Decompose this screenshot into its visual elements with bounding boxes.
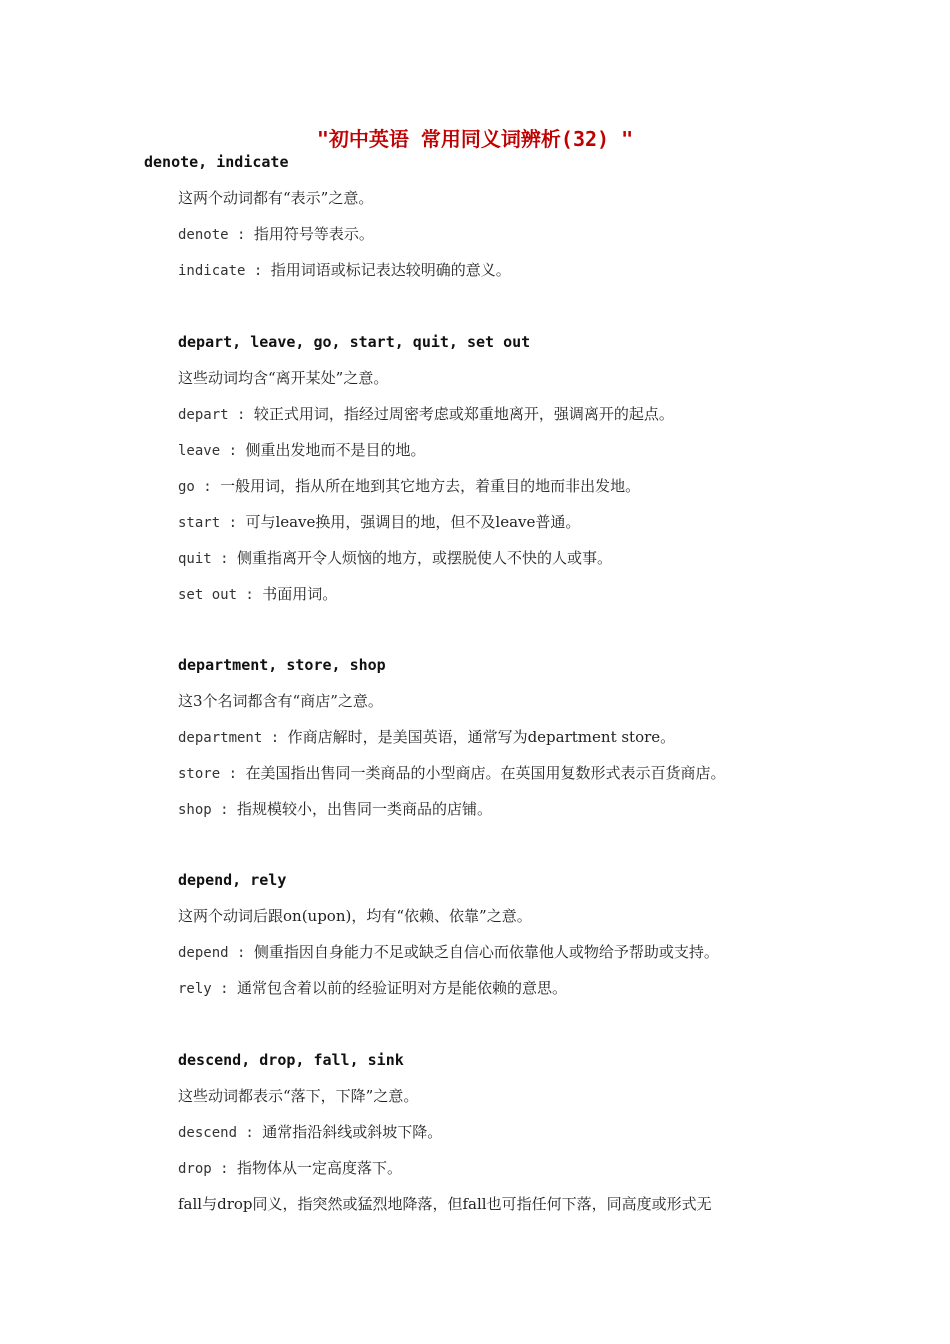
term-label: depend : [178, 945, 254, 961]
term-label: drop : [178, 1161, 238, 1177]
definition-line [178, 224, 374, 245]
term-definition: 一般用词，指从所在地到其它地方去，着重目的地而非出发地。 [220, 477, 641, 495]
term-label: quit : [178, 551, 238, 567]
term-definition: 通常指沿斜线或斜坡下降。 [262, 1123, 443, 1141]
term-label: start : [178, 515, 246, 531]
term-definition: 作商店解时，是美国英语，通常写为department store。 [287, 728, 676, 746]
definition-line [178, 727, 675, 748]
definition-line [178, 584, 337, 605]
term-label: indicate : [178, 263, 271, 279]
definition-line [178, 978, 567, 999]
term-definition: 可与leave换用，强调目的地，但不及leave普通。 [245, 513, 581, 531]
term-label: descend : [178, 1125, 263, 1141]
term-definition: 指用词语或标记表达较明确的意义。 [270, 261, 511, 279]
term-definition: 在美国指出售同一类商品的小型商店。在英国用复数形式表示百货商店。 [245, 764, 726, 782]
term-label: leave : [178, 443, 246, 459]
definition-line [178, 476, 640, 497]
definition-line [178, 1158, 402, 1179]
definition-line [178, 942, 719, 963]
term-definition: 指规模较小，出售同一类商品的店铺。 [237, 800, 493, 818]
section-intro: 这两个动词都有“表示”之意。 [178, 189, 374, 207]
section-heading: depend, rely [178, 871, 287, 889]
term-definition: 侧重出发地而不是目的地。 [245, 441, 426, 459]
definition-line [178, 799, 492, 820]
term-label: denote : [178, 227, 254, 243]
definition-line [178, 1122, 442, 1143]
section-heading: department, store, shop [178, 656, 386, 674]
term-definition: 指物体从一定高度落下。 [237, 1159, 403, 1177]
section-intro: 这两个动词后跟on(upon)，均有“依赖、依靠”之意。 [178, 907, 532, 925]
term-definition: 指用符号等表示。 [253, 225, 374, 243]
term-label: depart : [178, 407, 254, 423]
term-definition: 书面用词。 [262, 585, 338, 603]
definition-line [178, 548, 612, 569]
page-title: "初中英语 常用同义词辨析(32) " [316, 127, 634, 151]
definition-line [178, 260, 511, 281]
section-intro: 这3个名词都含有“商店”之意。 [178, 692, 383, 710]
term-definition: 侧重指离开令人烦恼的地方，或摆脱使人不快的人或事。 [237, 549, 613, 567]
definition-line [178, 763, 725, 784]
term-label: department : [178, 730, 288, 746]
term-label: go : [178, 479, 221, 495]
section-intro: 这些动词均含“离开某处”之意。 [178, 369, 389, 387]
term-definition: 通常包含着以前的经验证明对方是能依赖的意思。 [237, 979, 568, 997]
term-label: rely : [178, 981, 238, 997]
section-intro: 这些动词都表示“落下，下降”之意。 [178, 1087, 419, 1105]
definition-line: fall与drop同义，指突然或猛烈地降落，但fall也可指任何下落，同高度或形式无 [178, 1195, 712, 1213]
term-label: store : [178, 766, 246, 782]
term-label: set out : [178, 587, 263, 603]
definition-line [178, 512, 580, 533]
term-definition: 较正式用词，指经过周密考虑或郑重地离开，强调离开的起点。 [253, 405, 674, 423]
term-definition: 侧重指因自身能力不足或缺乏自信心而依靠他人或物给予帮助或支持。 [253, 943, 719, 961]
section-heading: descend, drop, fall, sink [178, 1051, 404, 1069]
definition-line [178, 404, 674, 425]
section-heading: denote, indicate [144, 153, 289, 171]
section-heading: depart, leave, go, start, quit, set out [178, 333, 531, 351]
term-label: shop : [178, 802, 238, 818]
definition-line [178, 440, 425, 461]
